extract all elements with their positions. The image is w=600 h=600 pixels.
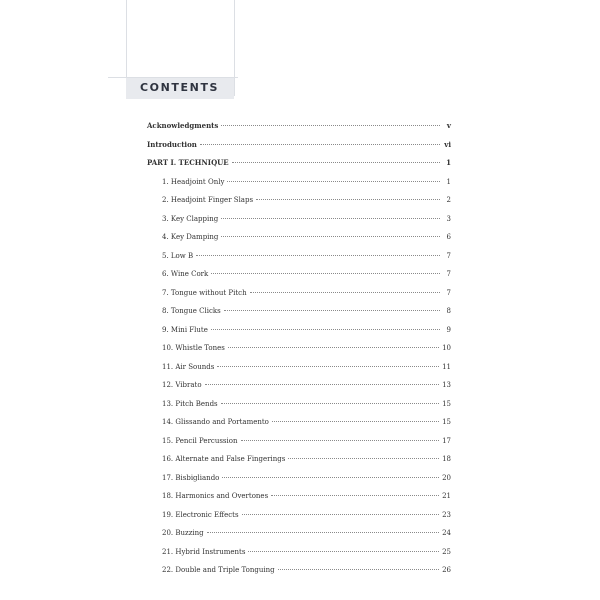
toc-entry-title: 13. Pitch Bends: [162, 399, 218, 408]
toc-entry: [147, 288, 451, 307]
toc-entry-title: 20. Buzzing: [162, 529, 204, 537]
toc-entry: [147, 343, 451, 362]
toc-entry-page-number: 21: [442, 492, 451, 500]
toc-entry-title: 7. Tongue without Pitch: [162, 288, 247, 297]
toc-entry: [147, 473, 451, 492]
toc-entry-page-number: 23: [442, 510, 451, 519]
toc-entry: [147, 121, 451, 140]
toc-entry-title: 10. Whistle Tones: [162, 344, 225, 352]
toc-entry-page-number: 15: [442, 418, 451, 426]
toc-entry-page-number: 3: [446, 214, 451, 223]
toc-entry: [147, 510, 451, 529]
toc-entry-page-number: 26: [442, 566, 451, 574]
dot-leader: [272, 421, 439, 422]
toc-entry-title: PART I. TECHNIQUE: [147, 158, 229, 167]
toc-entry: [147, 251, 451, 270]
toc-entry-title: Introduction: [147, 139, 197, 149]
toc-entry-title: 8. Tongue Clicks: [162, 307, 221, 315]
toc-entry-title: Acknowledgments: [147, 121, 219, 130]
table-of-contents: [147, 121, 451, 584]
dot-leader: [250, 292, 440, 293]
toc-entry-title: 1. Headjoint Only: [162, 177, 225, 186]
toc-entry-title: 5. Low B: [162, 251, 194, 260]
toc-entry: [147, 565, 451, 584]
dot-leader: [200, 144, 440, 145]
dot-leader: [211, 329, 440, 330]
toc-entry-title: 3. Key Clapping: [162, 214, 219, 223]
toc-entry-page-number: 11: [442, 362, 451, 371]
toc-entry: [147, 140, 451, 159]
toc-entry-title: 12. Vibrato: [162, 381, 202, 389]
margin-guide-right: [234, 0, 235, 96]
toc-entry: [147, 232, 451, 251]
toc-entry-title: 2. Headjoint Finger Slaps: [162, 196, 254, 204]
toc-entry-title: 18. Harmonics and Overtones: [162, 492, 269, 500]
toc-entry-page-number: 6: [446, 233, 451, 241]
dot-leader: [205, 384, 440, 385]
toc-entry: [147, 158, 451, 177]
toc-entry-page-number: 18: [442, 455, 451, 463]
toc-entry-title: 16. Alternate and False Fingerings: [162, 455, 286, 463]
dot-leader: [256, 199, 440, 200]
toc-entry-page-number: 7: [446, 270, 451, 278]
dot-leader: [221, 125, 440, 126]
toc-entry: [147, 177, 451, 196]
toc-entry-page-number: 7: [446, 288, 451, 297]
dot-leader: [232, 162, 440, 163]
toc-entry-page-number: 7: [446, 251, 451, 260]
toc-entry: [147, 380, 451, 399]
toc-entry: [147, 454, 451, 473]
toc-entry-page-number: v: [446, 121, 451, 130]
toc-entry: [147, 325, 451, 344]
toc-entry-page-number: vi: [444, 139, 451, 149]
dot-leader: [288, 458, 439, 459]
toc-entry: [147, 269, 451, 288]
toc-entry-page-number: 15: [442, 399, 451, 408]
toc-entry: [147, 195, 451, 214]
dot-leader: [196, 255, 440, 256]
dot-leader: [241, 440, 440, 441]
toc-entry: [147, 399, 451, 418]
toc-entry-page-number: 20: [442, 473, 451, 482]
toc-entry: [147, 214, 451, 233]
toc-entry-page-number: 9: [446, 325, 451, 334]
toc-entry: [147, 547, 451, 566]
toc-entry: [147, 417, 451, 436]
dot-leader: [211, 273, 440, 274]
toc-entry: [147, 491, 451, 510]
dot-leader: [224, 310, 440, 311]
dot-leader: [278, 569, 440, 570]
toc-entry-page-number: 24: [442, 529, 451, 537]
toc-entry-title: 15. Pencil Percussion: [162, 436, 238, 445]
dot-leader: [242, 514, 439, 515]
toc-entry-page-number: 10: [442, 344, 451, 352]
toc-entry-page-number: 25: [442, 547, 451, 556]
dot-leader: [227, 181, 440, 182]
dot-leader: [217, 366, 439, 367]
dot-leader: [222, 477, 439, 478]
toc-entry-title: 4. Key Damping: [162, 233, 219, 241]
dot-leader: [248, 551, 439, 552]
toc-entry-page-number: 8: [446, 307, 451, 315]
toc-entry: [147, 306, 451, 325]
toc-entry-title: 11. Air Sounds: [162, 362, 215, 371]
toc-entry-title: 9. Mini Flute: [162, 325, 208, 334]
toc-entry-title: 22. Double and Triple Tonguing: [162, 566, 275, 574]
toc-entry-page-number: 1: [446, 177, 451, 186]
dot-leader: [207, 532, 439, 533]
toc-entry: [147, 436, 451, 455]
toc-entry-title: 19. Electronic Effects: [162, 510, 239, 519]
contents-heading: CONTENTS: [140, 81, 220, 94]
dot-leader: [221, 236, 440, 237]
toc-entry-page-number: 13: [442, 381, 451, 389]
toc-entry-page-number: 17: [442, 436, 451, 445]
toc-entry-page-number: 2: [446, 196, 451, 204]
dot-leader: [221, 218, 440, 219]
dot-leader: [221, 403, 439, 404]
toc-entry-title: 6. Wine Cork: [162, 270, 209, 278]
toc-entry-title: 17. Bisbigliando: [162, 473, 220, 482]
toc-entry: [147, 528, 451, 547]
dot-leader: [228, 347, 439, 348]
toc-entry: [147, 362, 451, 381]
dot-leader: [271, 495, 439, 496]
toc-entry-title: 21. Hybrid Instruments: [162, 547, 246, 556]
toc-entry-page-number: 1: [446, 158, 451, 167]
toc-entry-title: 14. Glissando and Portamento: [162, 418, 269, 426]
